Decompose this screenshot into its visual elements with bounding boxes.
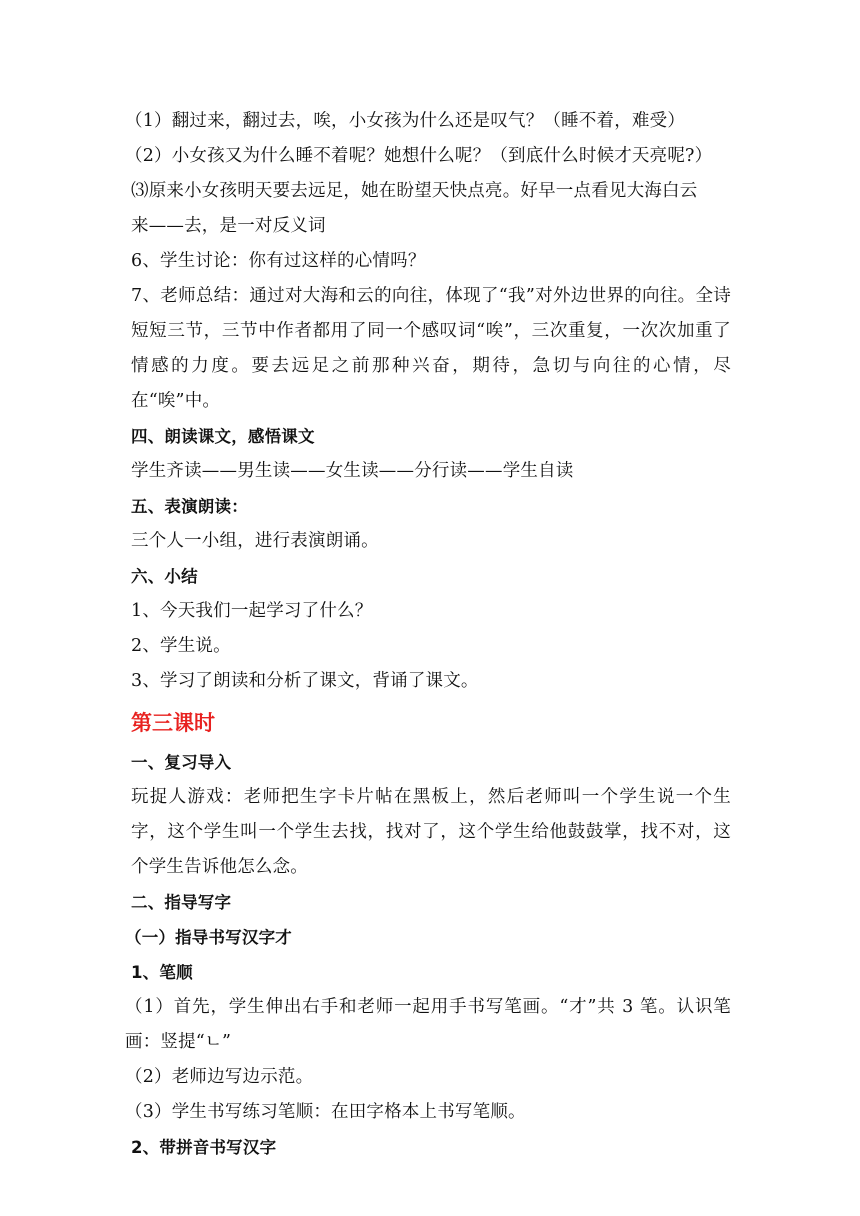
- antonym-line: 来——去，是一对反义词: [131, 216, 326, 236]
- stroke-step-2: （2）老师边写边示范。: [125, 1067, 314, 1087]
- read-text: 学生齐读——男生读——女生读——分行读——学生自读: [131, 461, 574, 481]
- writing-heading: 二、指导写字: [131, 893, 232, 912]
- question-line-2: （2）小女孩又为什么睡不着呢？她想什么呢？（到底什么时候才天亮呢?）: [125, 146, 713, 166]
- lesson-three-title: 第三课时: [131, 711, 215, 735]
- writing-subheading: （一）指导书写汉字才: [125, 928, 292, 947]
- read-heading: 四、朗读课文，感悟课文: [131, 427, 315, 446]
- perform-text: 三个人一小组，进行表演朗诵。: [131, 531, 379, 551]
- discussion-line: 6、学生讨论：你有过这样的心情吗？: [131, 251, 426, 271]
- review-heading: 一、复习导入: [131, 753, 232, 772]
- document-page: [125, 104, 731, 1165]
- review-paragraph: 玩捉人游戏：老师把生字卡片帖在黑板上，然后老师叫一个学生说一个生字，这个学生叫一个学生去找，找对了，这个学生给他鼓鼓掌，找不对，这个学生告诉他怎么念。: [131, 787, 731, 877]
- stroke-step-1: （1）首先，学生伸出右手和老师一起用手书写笔画。“才”共 3 笔。认识笔画：竖提“ㄴ”: [125, 997, 731, 1052]
- conclusion-item: 2、学生说。: [131, 636, 231, 656]
- stroke-order-heading: 1、笔顺: [131, 963, 193, 982]
- pinyin-writing-heading: 2、带拼音书写汉字: [131, 1138, 277, 1157]
- teacher-summary-paragraph: 7、老师总结：通过对大海和云的向往，体现了“我”对外边世界的向往。全诗短短三节，三节中作者都用了同一个感叹词“唉”，三次重复，一次次加重了情感的力度。要去远足之前那种兴奋，期待，急切与向往的心情，尽在“唉”中。: [131, 286, 731, 411]
- perform-heading: 五、表演朗读：: [131, 497, 248, 516]
- conclusion-item: 1、今天我们一起学习了什么？: [131, 601, 373, 621]
- conclusion-item: 3、学习了朗读和分析了课文，背诵了课文。: [131, 671, 479, 691]
- conclusion-heading: 六、小结: [131, 567, 198, 586]
- question-line-3: ⑶原来小女孩明天要去远足，她在盼望天快点亮。好早一点看见大海白云: [131, 181, 698, 201]
- stroke-step-3: （3）学生书写练习笔顺：在田字格本上书写笔顺。: [125, 1102, 526, 1122]
- question-line-1: （1）翻过来，翻过去，唉，小女孩为什么还是叹气？（睡不着，难受）: [125, 111, 686, 131]
